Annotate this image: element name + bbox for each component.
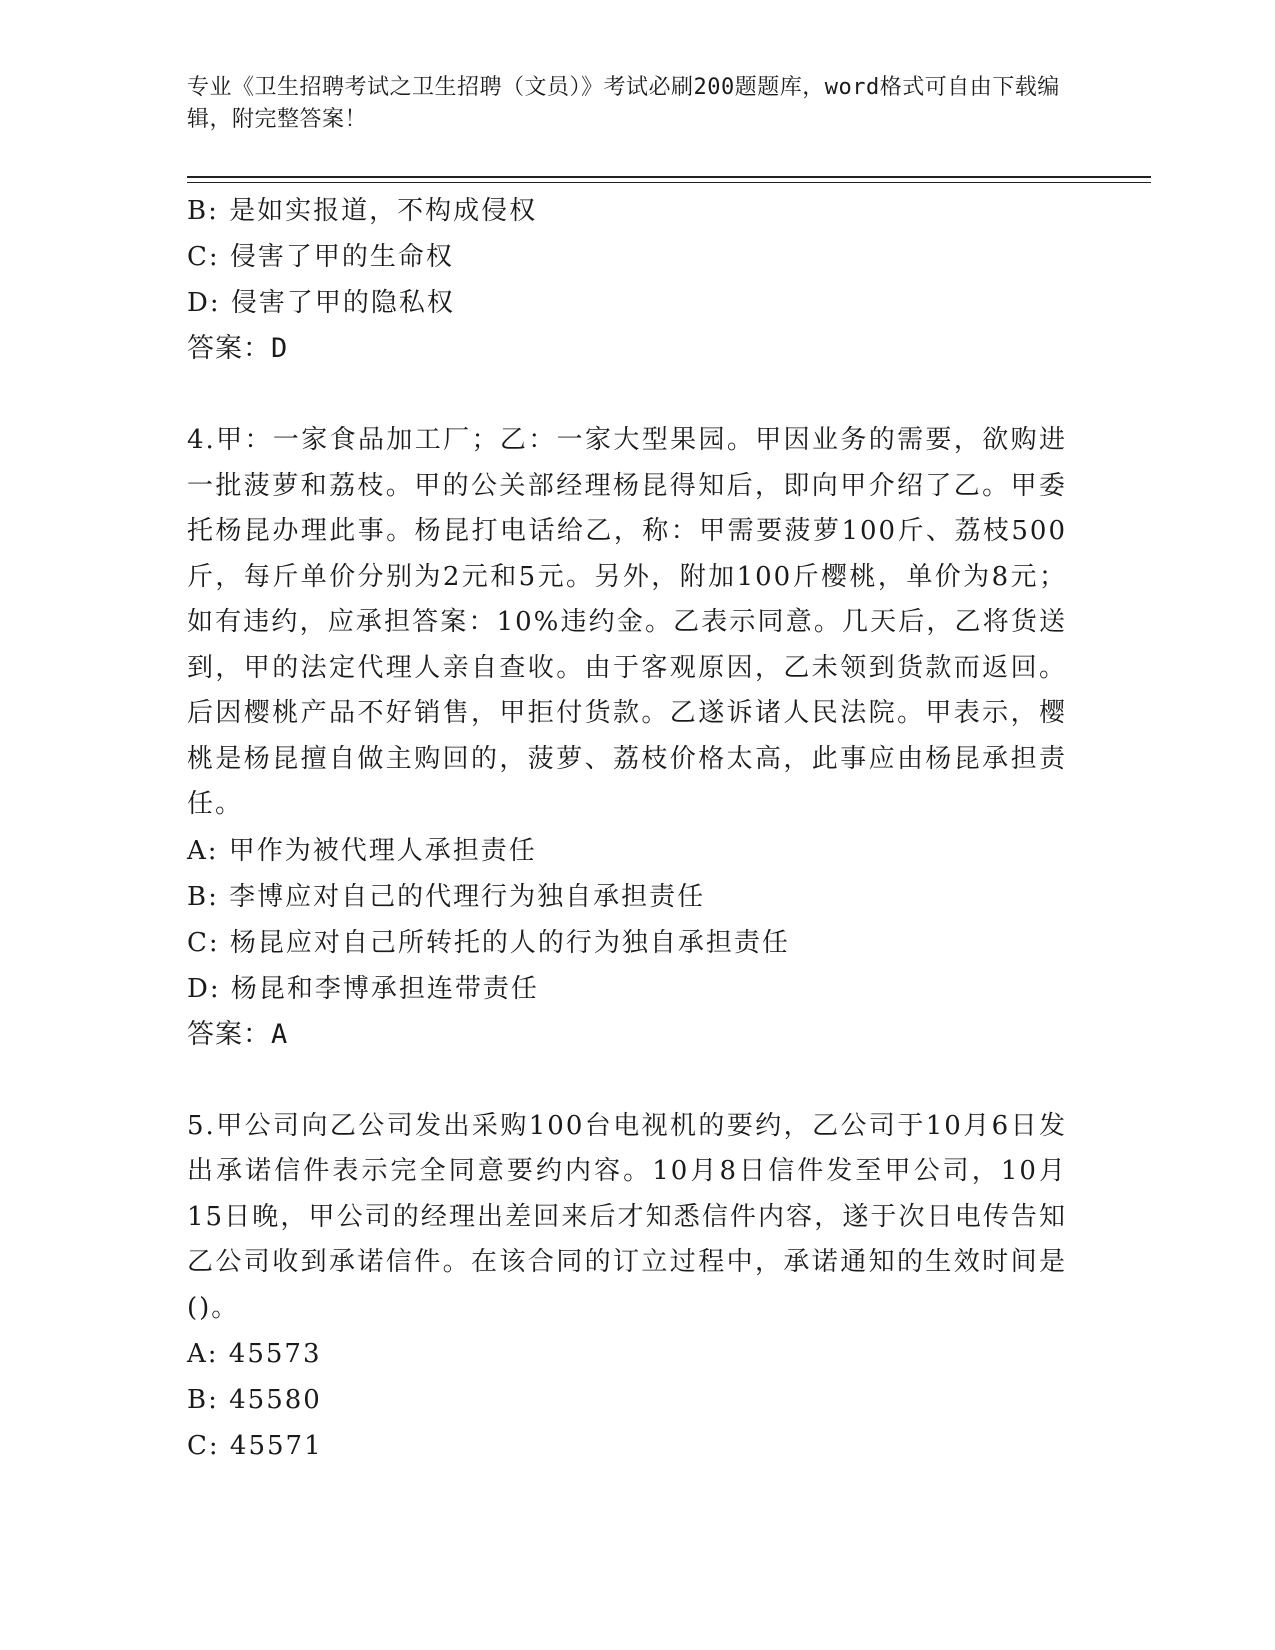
spacer [187, 1058, 1067, 1104]
q3-option-d: D: 侵害了甲的隐私权 [187, 288, 455, 318]
question-4 [187, 418, 1067, 1058]
q4-option-c: C: 杨昆应对自己所转托的人的行为独自承担责任 [187, 927, 790, 958]
q3-answer-label: 答案： [187, 333, 271, 364]
header-rule-thin [187, 182, 1151, 183]
q4-option-a: A: 甲作为被代理人承担责任 [187, 835, 537, 866]
question-5 [187, 1104, 1067, 1470]
q5-option-a: A: 45573 [187, 1339, 322, 1369]
header-rule-thick [187, 176, 1151, 178]
question-3-tail [187, 188, 1067, 372]
q4-answer-value: A [271, 1018, 289, 1050]
q4-answer [187, 1012, 1067, 1058]
q5-stem: 5.甲公司向乙公司发出采购100台电视机的要约，乙公司于10月6日发出承诺信件表示完全同意要约内容。10月8日信件发至甲公司，10月15日晚，甲公司的经理出差回来后才知悉信件内容，遂于次日电传告知乙公司收到承诺信件。在该合同的订立过程中，承诺通知的生效时间是()。 [187, 1110, 1067, 1323]
q5-option-b: B: 45580 [187, 1385, 322, 1415]
spacer [187, 372, 1067, 418]
q3-answer [187, 326, 1067, 372]
document-header: 专业《卫生招聘考试之卫生招聘（文员）》考试必刷200题题库，word格式可自由下载编辑，附完整答案！ [187, 75, 1060, 132]
q3-option-c: C: 侵害了甲的生命权 [187, 242, 454, 272]
document-body [187, 188, 1067, 1469]
q4-stem: 4.甲：一家食品加工厂；乙：一家大型果园。甲因业务的需要，欲购进一批菠萝和荔枝。甲的公关部经理杨昆得知后，即向甲介绍了乙。甲委托杨昆办理此事。杨昆打电话给乙，称：甲需要菠萝100斤、荔枝500斤，每斤单价分别为2元和5元。另外，附加100斤樱桃，单价为8元；如有违约，应承担答案：10%违约金。乙表示同意。几天后，乙将货送到，甲的法定代理人亲自查收。由于客观原因，乙未领到货款而返回。后因樱桃产品不好销售，甲拒付货款。乙遂诉诸人民法院。甲表示，樱桃是杨昆擅自做主购回的，菠萝、荔枝价格太高，此事应由杨昆承担责任。 [187, 425, 1067, 819]
q3-option-b: B: 是如实报道，不构成侵权 [187, 196, 538, 226]
q3-answer-value: D [271, 333, 289, 364]
q4-option-b: B: 李博应对自己的代理行为独自承担责任 [187, 881, 706, 912]
q5-option-c: C: 45571 [187, 1431, 323, 1461]
q4-option-d: D: 杨昆和李博承担连带责任 [187, 973, 539, 1004]
q4-answer-label: 答案： [187, 1018, 271, 1050]
